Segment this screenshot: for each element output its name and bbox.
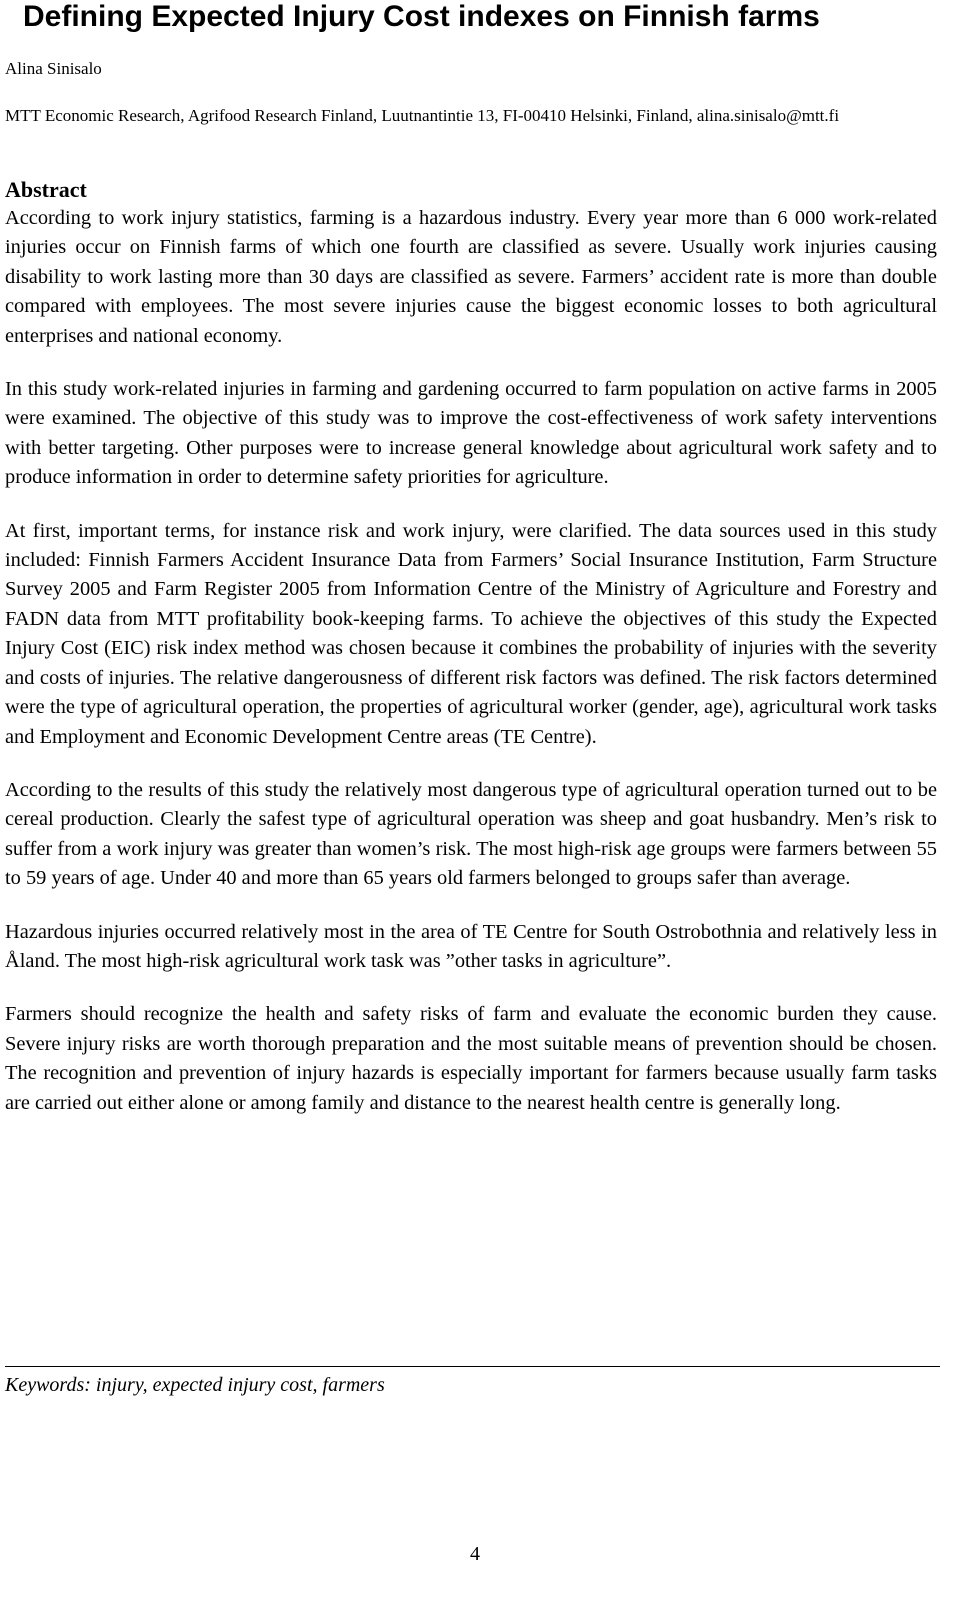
abstract-paragraph-5: Hazardous injuries occurred relatively most in the area of TE Centre for South Ostrobothnia and relatively less in Åland. The most high-risk agricultural work task was ”other tasks in agriculture”. [5, 920, 937, 972]
abstract-body [5, 204, 937, 1142]
abstract-paragraph-3: At first, important terms, for instance risk and work injury, were clarified. The data sources used in this study included: Finnish Farmers Accident Insurance Data from Farmers’ Social Insurance Institution, Farm Structure Survey 2005 and Farm Register 2005 from Information Centre of the Ministry of Agriculture and Forestry and FADN data from MTT profitability book-keeping farms. To achieve the objectives of this study the Expected Injury Cost (EIC) risk index method was chosen because it combines the probability of injuries with the severity and costs of injuries. The relative dangerousness of different risk factors was defined. The risk factors determined were the type of agricultural operation, the properties of agricultural worker (gender, age), agricultural work tasks and Employment and Economic Development Centre areas (TE Centre). [5, 519, 937, 748]
abstract-heading: Abstract [5, 177, 87, 202]
abstract-paragraph-1: According to work injury statistics, farming is a hazardous industry. Every year more than 6 000 work-related injuries occur on Finnish farms of which one fourth are classified as severe. Usually work injuries causing disability to work lasting more than 30 days are classified as severe. Farmers’ accident rate is more than double compared with employees. The most severe injuries cause the biggest economic losses to both agricultural enterprises and national economy. [5, 207, 937, 347]
paper-title: Defining Expected Injury Cost indexes on Finnish farms [23, 0, 820, 33]
keywords-divider [5, 1366, 940, 1367]
author-name: Alina Sinisalo [5, 59, 102, 78]
abstract-paragraph-4: According to the results of this study the relatively most dangerous type of agricultural operation turned out to be cereal production. Clearly the safest type of agricultural operation was sheep and goat husbandry. Men’s risk to suffer from a work injury was greater than women’s risk. The most high-risk age groups were farmers between 55 to 59 years of age. Under 40 and more than 65 years old farmers belonged to groups safer than average. [5, 778, 937, 890]
author-affiliation: MTT Economic Research, Agrifood Research Finland, Luutnantintie 13, FI-00410 Helsinki, Finland, alina.sinisalo@mtt.fi [5, 106, 840, 125]
abstract-paragraph-6: Farmers should recognize the health and safety risks of farm and evaluate the economic burden they cause. Severe injury risks are worth thorough preparation and the most suitable means of prevention should be chosen. The recognition and prevention of injury hazards is especially important for farmers because usually farm tasks are carried out either alone or among family and distance to the nearest health centre is generally long. [5, 1003, 937, 1114]
abstract-paragraph-2: In this study work-related injuries in farming and gardening occurred to farm population on active farms in 2005 were examined. The objective of this study was to improve the cost-effectiveness of work safety interventions with better targeting. Other purposes were to increase general knowledge about agricultural work safety and to produce information in order to determine safety priorities for agriculture. [5, 378, 937, 489]
page-number: 4 [470, 1543, 480, 1565]
keywords-line: Keywords: injury, expected injury cost, farmers [5, 1374, 385, 1396]
